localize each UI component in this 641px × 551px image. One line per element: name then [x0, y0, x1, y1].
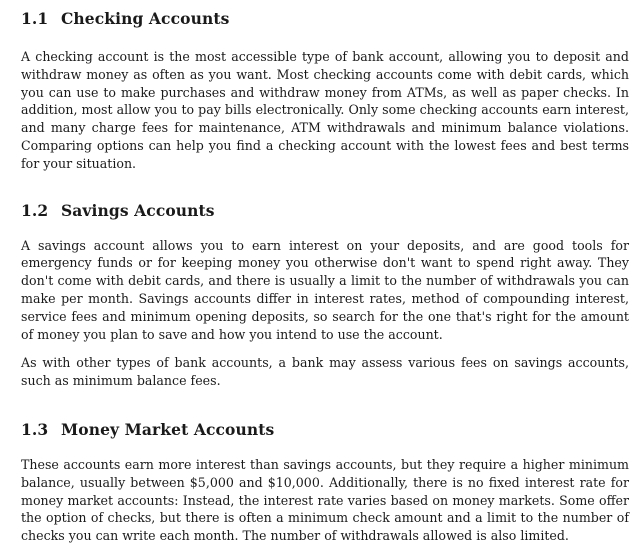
section-savings-accounts	[21, 200, 629, 390]
section-number: 1.1	[21, 9, 49, 28]
paragraph: A savings account allows you to earn interest on your deposits, and are good tools for emergency funds or for keeping money you otherwise don't want to spend right away. They don't come with debit cards, and there is usually a limit to the number of withdrawals you can make per month. Savings accounts differ in interest rates, method of compounding interest, service fees and minimum opening deposits, so search for the one that's right for the amount of money you plan to save and how you intend to use the account.	[21, 237, 629, 342]
section-checking-accounts	[21, 8, 629, 173]
section-title: Checking Accounts	[61, 9, 230, 28]
section-heading	[21, 8, 629, 30]
section-money-market-accounts	[21, 419, 629, 545]
section-heading	[21, 419, 629, 441]
paragraph: These accounts earn more interest than savings accounts, but they require a higher minimum balance, usually between $5,000 and $10,000. Additionally, there is no fixed interest rate for money market accounts: Instead, the interest rate varies based on money markets. Some offer the option of checks, but there is often a minimum check amount and a limit to the number of checks you can write each month. The number of withdrawals allowed is also limited.	[21, 456, 629, 544]
paragraph: As with other types of bank accounts, a bank may assess various fees on savings accounts, such as minimum balance fees.	[21, 355, 629, 389]
section-number: 1.2	[21, 200, 49, 220]
section-title: Savings Accounts	[61, 200, 215, 220]
paragraph: A checking account is the most accessible type of bank account, allowing you to deposit and withdraw money as often as you want. Most checking accounts come with debit cards, which you can use to make purchases and withdraw money from ATMs, as well as paper checks. In addition, most allow you to pay bills electronically. Only some checking accounts earn interest, and many charge fees for maintenance, ATM withdrawals and minimum balance violations. Comparing options can help you find a checking account with the lowest fees and best terms for your situation.	[21, 49, 629, 171]
section-number: 1.3	[21, 419, 49, 439]
section-title: Money Market Accounts	[61, 419, 275, 439]
section-heading	[21, 200, 629, 222]
